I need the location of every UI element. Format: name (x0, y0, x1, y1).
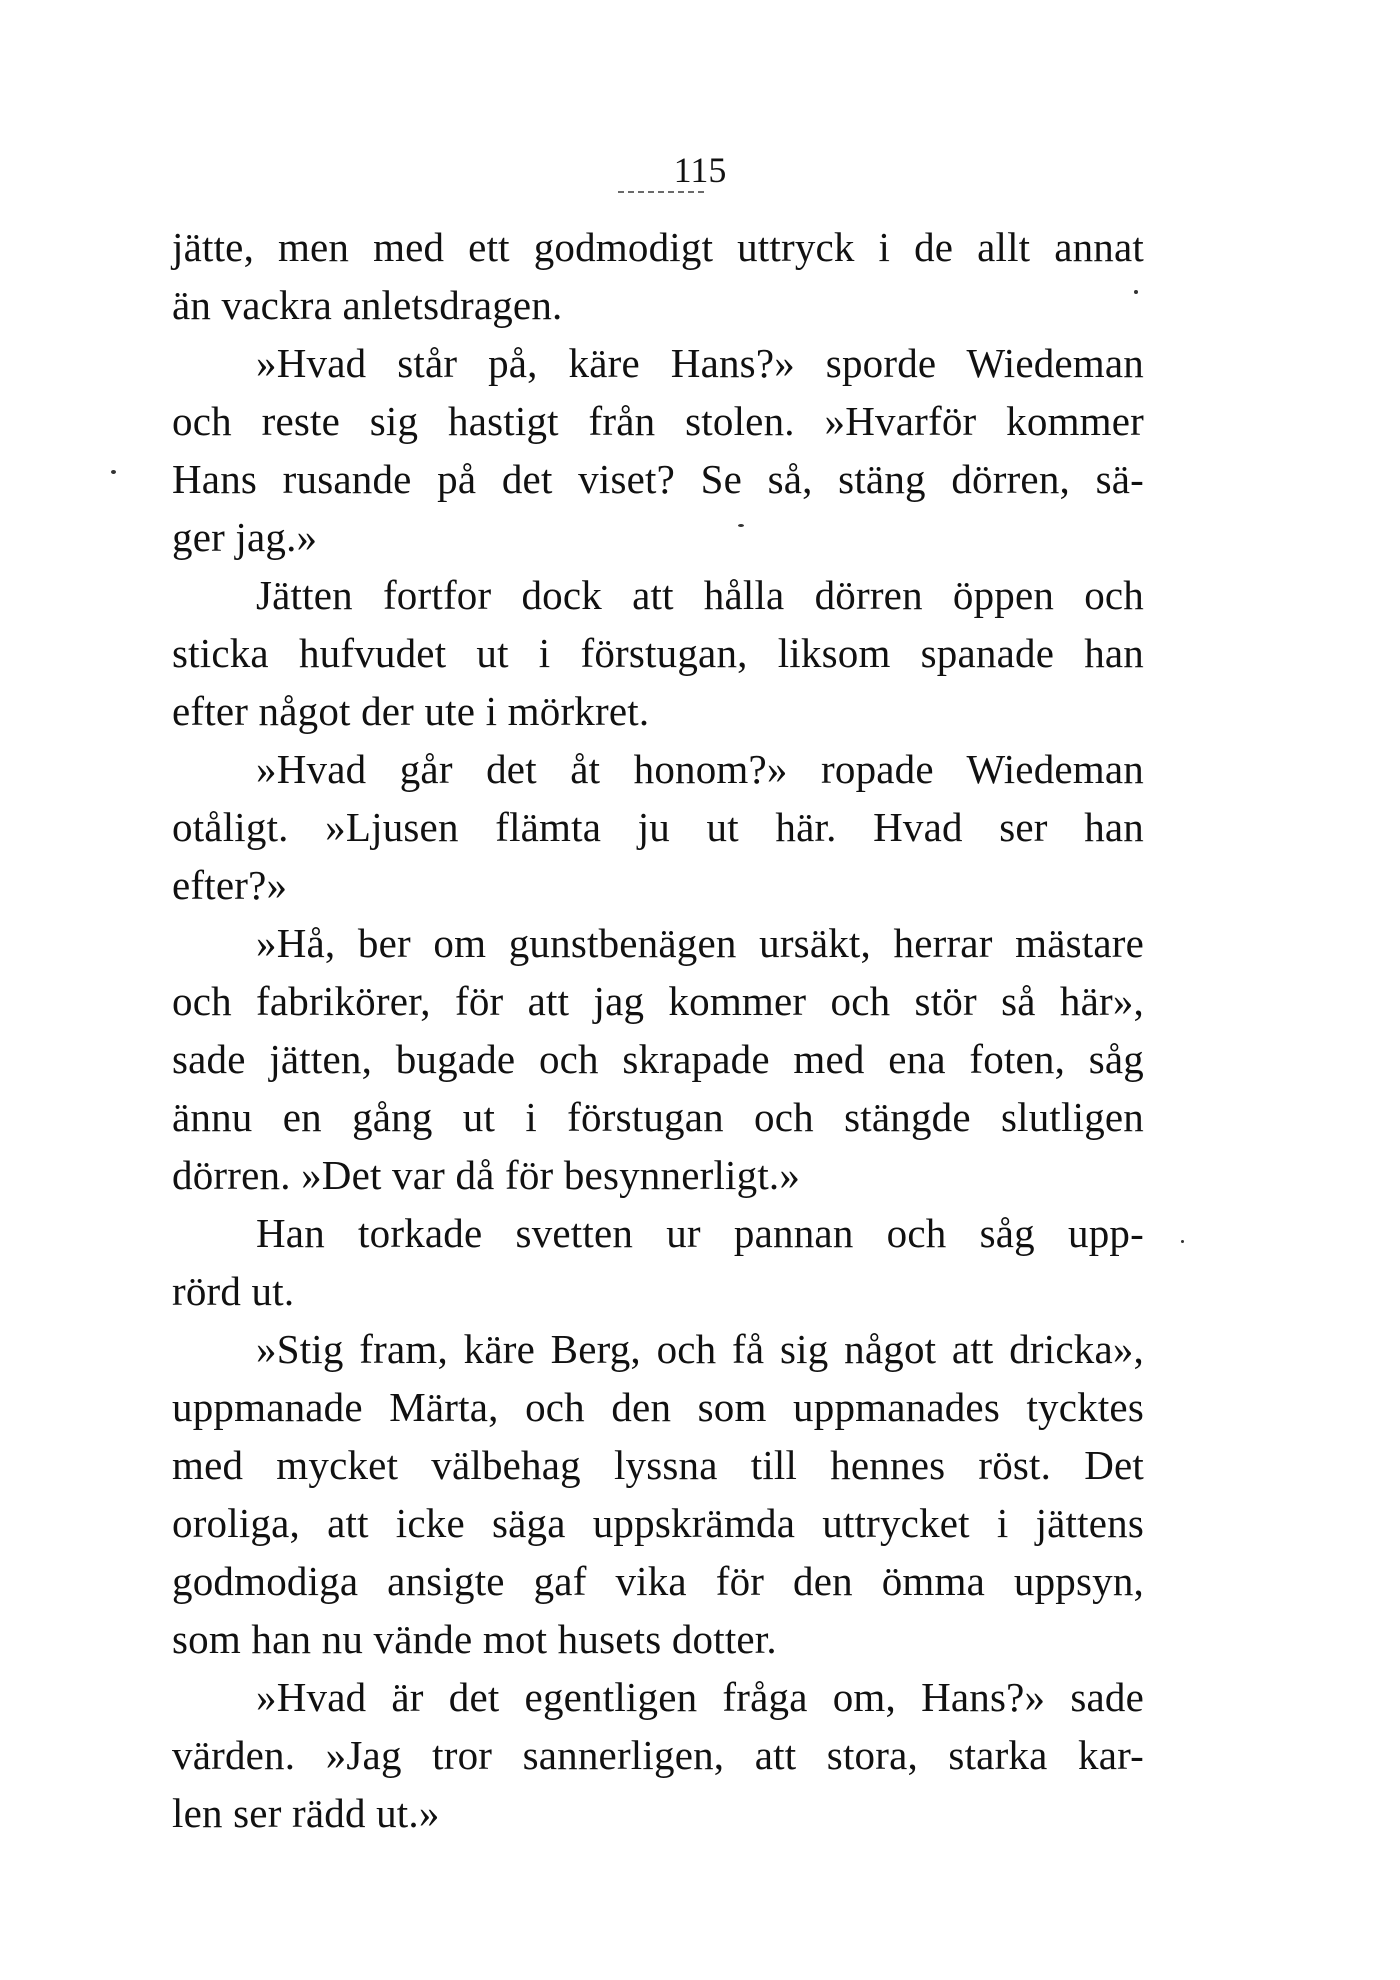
text-line: uppmanade Märta, och den som uppmanades tycktes (172, 1384, 1144, 1430)
text-line: och fabrikörer, för att jag kommer och stör så här», (172, 978, 1144, 1024)
text-line: sticka hufvudet ut i förstugan, liksom spanade han (172, 630, 1144, 676)
text-line: ger jag.» (172, 514, 318, 560)
text-line: än vackra anletsdragen. (172, 282, 563, 328)
text-line: godmodiga ansigte gaf vika för den ömma uppsyn, (172, 1558, 1144, 1604)
text-line: »Hvad är det egentligen fråga om, Hans?» sade (256, 1674, 1144, 1720)
text-line: »Hå, ber om gunstbenägen ursäkt, herrar mästare (256, 920, 1144, 966)
page-number: 115 (673, 150, 727, 190)
text-line: Hans rusande på det viset? Se så, stäng dörren, sä- (172, 456, 1144, 502)
text-line: värden. »Jag tror sannerligen, att stora, starka kar- (172, 1732, 1144, 1778)
text-line: ännu en gång ut i förstugan och stängde slutligen (172, 1094, 1144, 1140)
text-line: jätte, men med ett godmodigt uttryck i de allt annat (172, 224, 1144, 270)
print-speck (1134, 290, 1138, 294)
text-line: efter något der ute i mörkret. (172, 688, 650, 734)
text-line: och reste sig hastigt från stolen. »Hvarför kommer (172, 398, 1144, 444)
text-line: »Hvad står på, käre Hans?» sporde Wiedeman (256, 340, 1144, 386)
text-line: Han torkade svetten ur pannan och såg upp- (256, 1210, 1144, 1256)
text-line: oroliga, att icke säga uppskrämda uttrycket i jättens (172, 1500, 1144, 1546)
text-line: Jätten fortfor dock att hålla dörren öppen och (256, 572, 1144, 618)
text-line: rörd ut. (172, 1268, 295, 1314)
page-number-rule (618, 191, 704, 193)
text-line: »Stig fram, käre Berg, och få sig något att dricka», (256, 1326, 1144, 1372)
print-speck (738, 524, 744, 527)
print-speck (111, 470, 116, 474)
body-text (172, 218, 1144, 1842)
text-line: med mycket välbehag lyssna till hennes röst. Det (172, 1442, 1144, 1488)
text-line: otåligt. »Ljusen flämta ju ut här. Hvad ser han (172, 804, 1144, 850)
print-speck (1181, 1240, 1184, 1243)
text-line: sade jätten, bugade och skrapade med ena foten, såg (172, 1036, 1144, 1082)
text-line: dörren. »Det var då för besynnerligt.» (172, 1152, 801, 1198)
text-line: len ser rädd ut.» (172, 1790, 440, 1836)
text-line: »Hvad går det åt honom?» ropade Wiedeman (256, 746, 1144, 792)
text-line: som han nu vände mot husets dotter. (172, 1616, 777, 1662)
text-line: efter?» (172, 862, 288, 908)
